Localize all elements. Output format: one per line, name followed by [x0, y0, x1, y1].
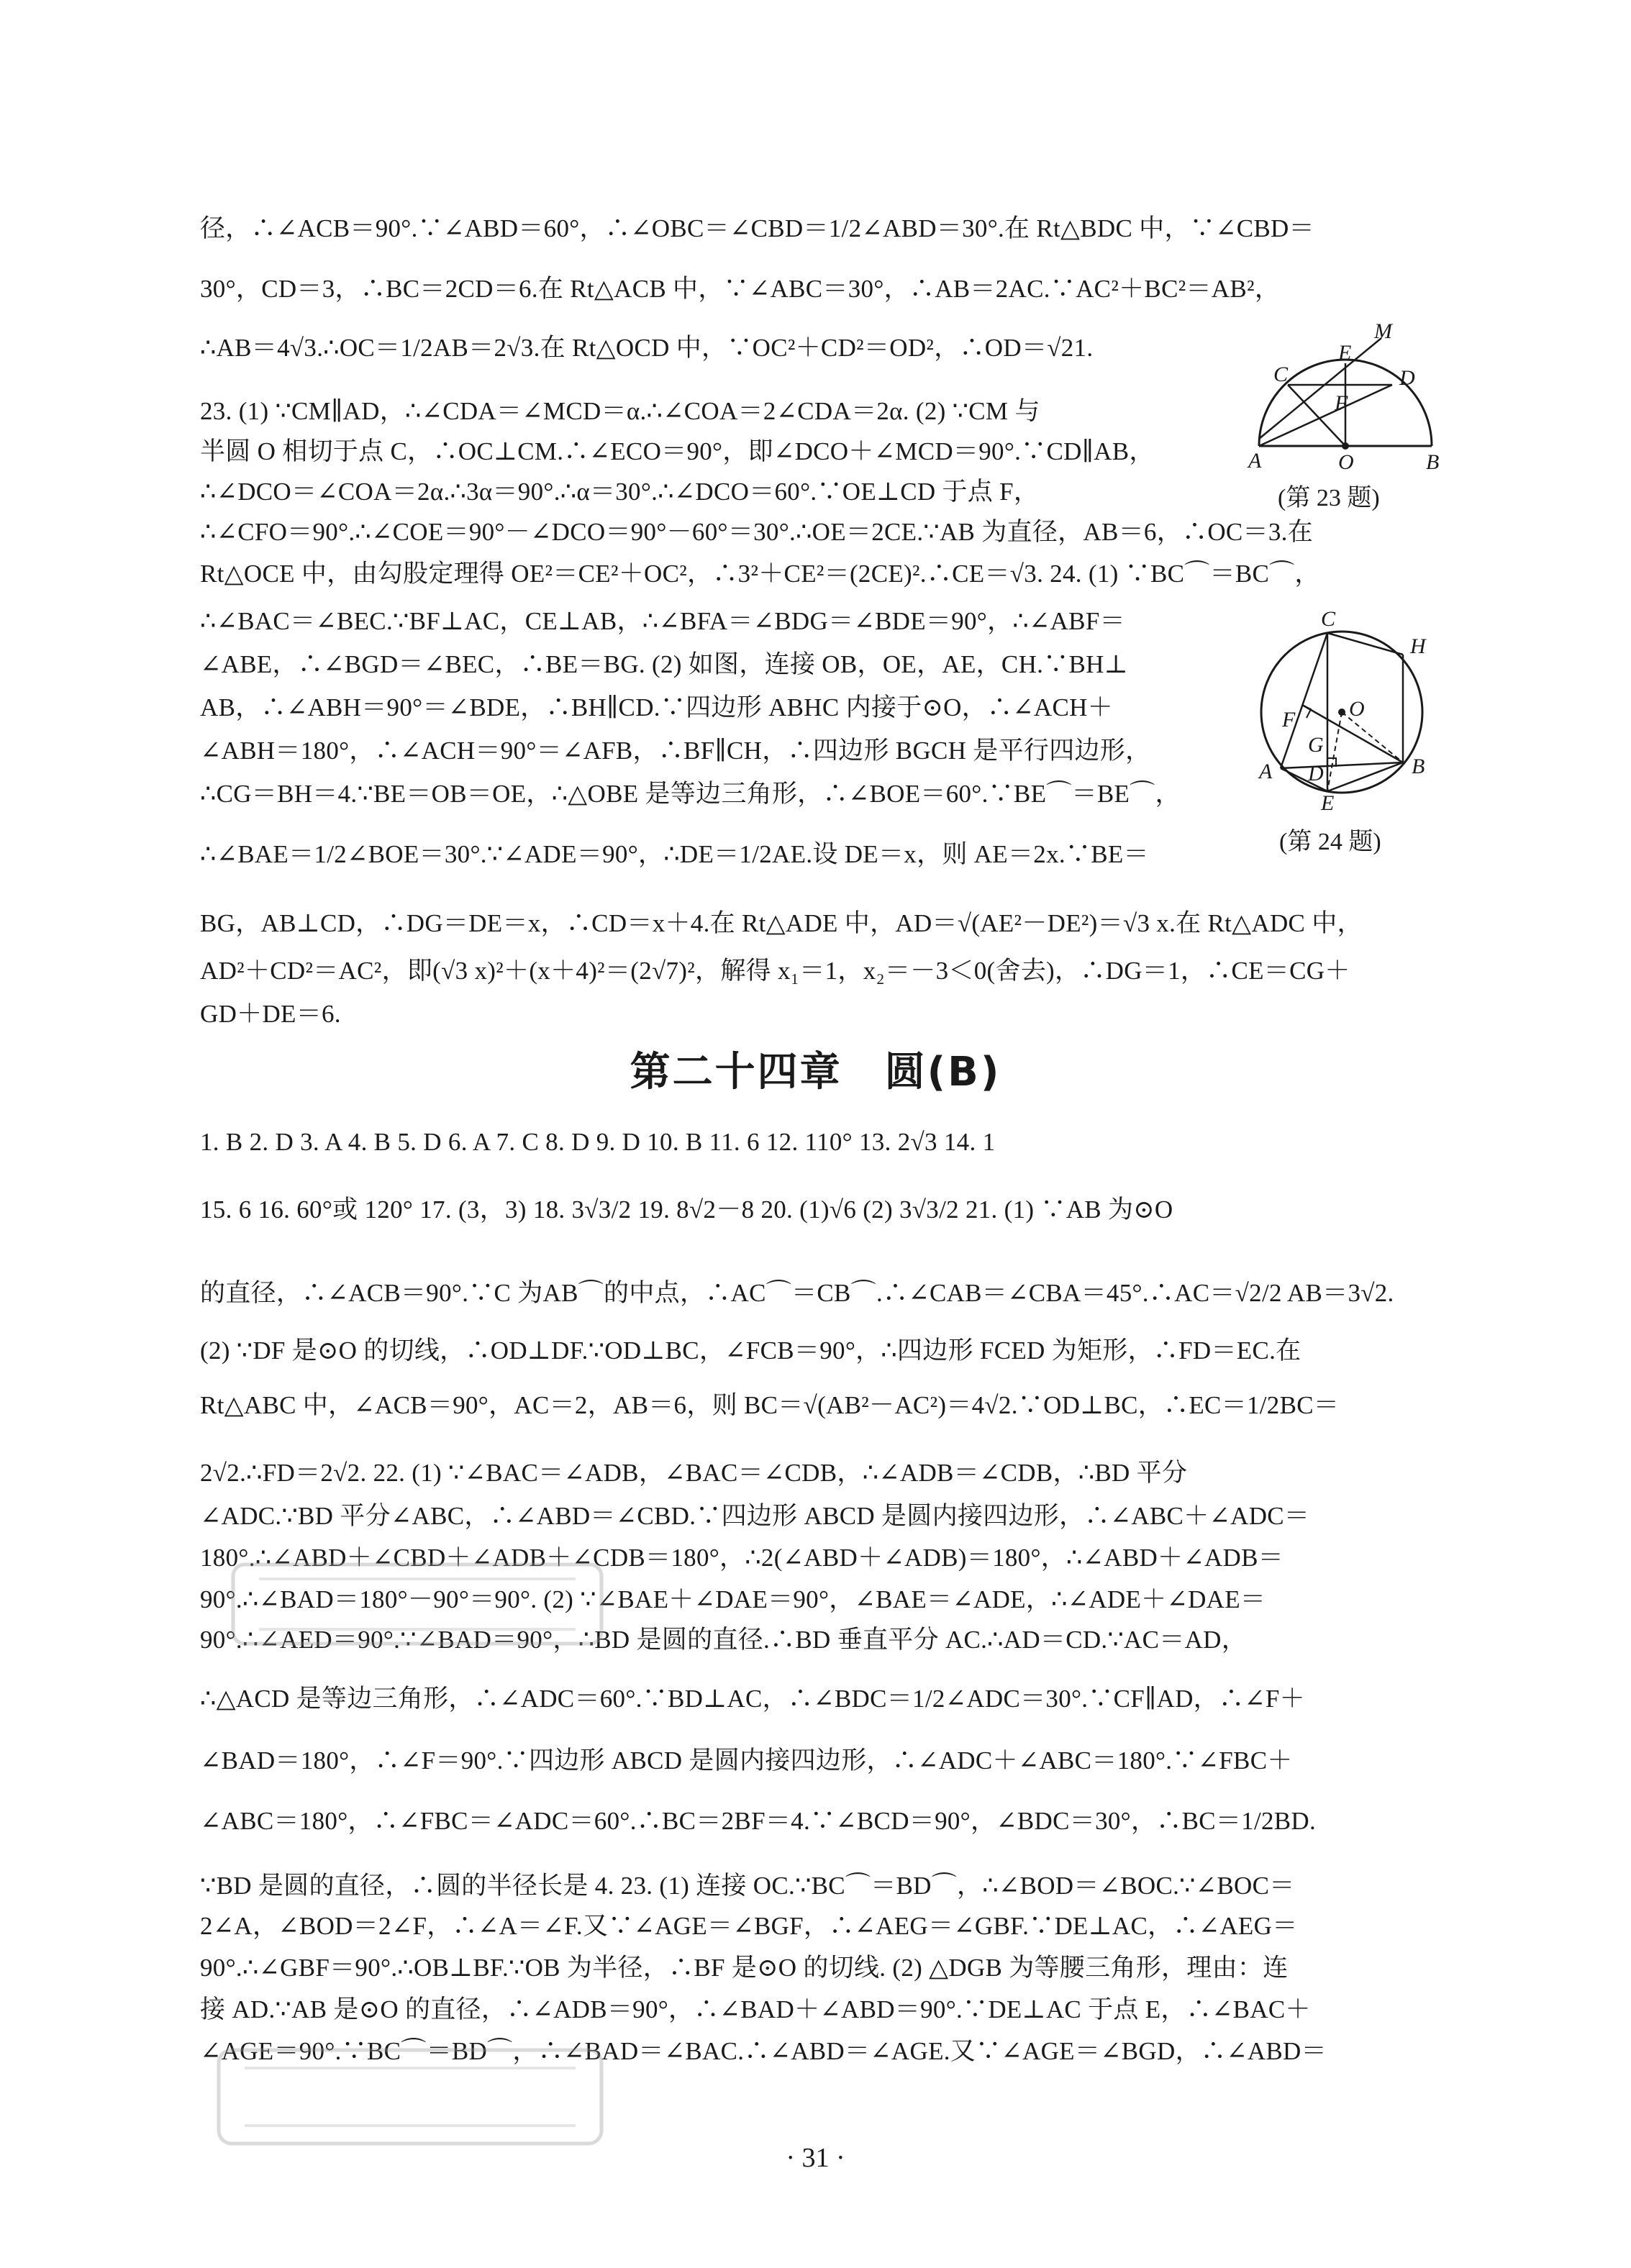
text-line: 2∠A，∠BOD＝2∠F，∴∠A＝∠F.又∵∠AGE＝∠BGF，∴∠AEG＝∠GBF.∵DE⊥AC，∴∠AEG＝	[200, 1912, 1298, 1940]
text-line: 90°.∴∠BAD＝180°－90°＝90°. (2) ∵∠BAE＋∠DAE＝90°，∠BAE＝∠ADE，∴∠ADE＋∠DAE＝	[200, 1585, 1266, 1613]
text-line: 180°.∴∠ABD＋∠CBD＋∠ADB＋∠CDB＝180°，∴2(∠ABD＋∠ADB)＝180°，∴∠ABD＋∠ADB＝	[200, 1544, 1284, 1572]
text-line: 的直径，∴∠ACB＝90°.∵C 为AB⌒的中点，∴AC⌒＝CB⌒.∴∠CAB＝∠CBA＝45°.∴AC＝√2/2 AB＝3√2.	[200, 1279, 1394, 1307]
text-line: AD²＋CD²＝AC²，即(√3 x)²＋(x＋4)²＝(2√7)²，解得 x₁＝1，x₂＝－3＜0(舍去)，∴DG＝1，∴CE＝CG＋	[200, 957, 1350, 985]
text-line: 90°.∴∠GBF＝90°.∴OB⊥BF.∵OB 为半径，∴BF 是⊙O 的切线. (2) △DGB 为等腰三角形，理由：连	[200, 1954, 1289, 1982]
fig24-label: F	[1282, 708, 1296, 732]
fig23-label: D	[1399, 366, 1415, 390]
fig24-label: O	[1349, 697, 1365, 721]
text-line: 23. (1) ∵CM∥AD，∴∠CDA＝∠MCD＝α.∴∠COA＝2∠CDA＝2α. (2) ∵CM 与	[200, 397, 1040, 425]
text-line: 30°，CD＝3，∴BC＝2CD＝6.在 Rt△ACB 中，∵∠ABC＝30°，∴AB＝2AC.∵AC²＋BC²＝AB²，	[200, 275, 1281, 303]
text-line: BG，AB⊥CD，∴DG＝DE＝x，∴CD＝x＋4.在 Rt△ADE 中，AD＝√(AE²－DE²)＝√3 x.在 Rt△ADC 中，	[200, 909, 1363, 937]
text-line: Rt△ABC 中，∠ACB＝90°，AC＝2，AB＝6，则 BC＝√(AB²－AC²)＝4√2.∵OD⊥BC，∴EC＝1/2BC＝	[200, 1391, 1340, 1419]
chapter-title: 第二十四章 圆(B)	[630, 1049, 1001, 1096]
page-number: · 31 ·	[786, 2143, 845, 2173]
figure-23-caption: (第 23 题)	[1278, 485, 1380, 511]
fig23-label: F	[1335, 391, 1348, 415]
text-line: ∵BD 是圆的直径，∴圆的半径长是 4. 23. (1) 连接 OC.∵BC⌒＝BD⌒，∴∠BOD＝∠BOC.∵∠BOC＝	[200, 1872, 1295, 1900]
text-line: 接 AD.∵AB 是⊙O 的直径，∴∠ADB＝90°，∴∠BAD＋∠ABD＝90°.∵DE⊥AC 于点 E，∴∠BAC＋	[200, 1995, 1311, 2023]
text-line: ∴∠DCO＝∠COA＝2α.∴3α＝90°.∴α＝30°.∴∠DCO＝60°.∵OE⊥CD 于点 F，	[200, 478, 1040, 506]
text-line: ∠ABH＝180°，∴∠ACH＝90°＝∠AFB，∴BF∥CH，∴四边形 BGCH 是平行四边形，	[200, 737, 1151, 765]
text-line: GD＋DE＝6.	[200, 1000, 341, 1028]
text-line: ∴AB＝4√3.∴OC＝1/2AB＝2√3.在 Rt△OCD 中，∵OC²＋CD²＝OD²，∴OD＝√21.	[200, 334, 1094, 362]
text-line: 1. B 2. D 3. A 4. B 5. D 6. A 7. C 8. D 9. D 10. B 11. 6 12. 110° 13. 2√3 14. 1	[200, 1128, 996, 1156]
fig24-label: D	[1308, 762, 1324, 785]
fig24-label: E	[1321, 791, 1335, 813]
text-line: (2) ∵DF 是⊙O 的切线，∴OD⊥DF.∵OD⊥BC，∠FCB＝90°，∴四边形 FCED 为矩形，∴FD＝EC.在	[200, 1336, 1301, 1365]
fig23-label: C	[1273, 363, 1289, 386]
text-line: 90°.∴∠AED＝90°.∵∠BAD＝90°，∴BD 是圆的直径.∴BD 垂直平分 AC.∴AD＝CD.∵AC＝AD，	[200, 1626, 1248, 1654]
fig23-label: M	[1374, 319, 1392, 343]
text-line: ∠ABC＝180°，∴∠FBC＝∠ADC＝60°.∴BC＝2BF＝4.∵∠BCD＝90°，∠BDC＝30°，∴BC＝1/2BD.	[200, 1807, 1317, 1835]
fig23-label: A	[1248, 449, 1262, 473]
text-line: ∠AGE＝90°.∵BC⌒＝BD⌒，∴∠BAD＝∠BAC.∴∠ABD＝∠AGE.又∵∠AGE＝∠BGD，∴∠ABD＝	[200, 2037, 1327, 2065]
text-line: ∴△ACD 是等边三角形，∴∠ADC＝60°.∵BD⊥AC，∴∠BDC＝1/2∠ADC＝30°.∵CF∥AD，∴∠F＋	[200, 1685, 1305, 1713]
text-line: ∴∠BAE＝1/2∠BOE＝30°.∵∠ADE＝90°，∴DE＝1/2AE.设 DE＝x，则 AE＝2x.∵BE＝	[200, 840, 1149, 868]
fig24-label: A	[1259, 760, 1273, 783]
figure-24-caption: (第 24 题)	[1279, 829, 1381, 855]
text-line: ∠ABE，∴∠BGD＝∠BEC，∴BE＝BG. (2) 如图，连接 OB，OE，AE，CH.∵BH⊥	[200, 650, 1128, 678]
fig23-label: E	[1338, 341, 1352, 365]
text-line: ∴∠BAC＝∠BEC.∵BF⊥AC，CE⊥AB，∴∠BFA＝∠BDG＝∠BDE＝90°，∴∠ABF＝	[200, 607, 1125, 635]
fig23-label: B	[1426, 450, 1440, 474]
watermark-graphic	[216, 2043, 604, 2151]
text-line: ∴CG＝BH＝4.∵BE＝OB＝OE，∴△OBE 是等边三角形，∴∠BOE＝60°.∵BE⌒＝BE⌒，	[200, 780, 1181, 808]
fig24-label: G	[1308, 733, 1324, 757]
fig24-label: H	[1410, 634, 1426, 658]
text-line: AB，∴∠ABH＝90°＝∠BDE，∴BH∥CD.∵四边形 ABHC 内接于⊙O，∴∠ACH＋	[200, 693, 1113, 721]
text-line: ∠BAD＝180°，∴∠F＝90°.∵四边形 ABCD 是圆内接四边形，∴∠ADC＋∠ABC＝180°.∵∠FBC＋	[200, 1746, 1293, 1775]
text-line: 半圆 O 相切于点 C，∴OC⊥CM.∴∠ECO＝90°，即∠DCO＋∠MCD＝90°.∵CD∥AB，	[200, 437, 1155, 465]
text-line: 2√2.∴FD＝2√2. 22. (1) ∵∠BAC＝∠ADB，∠BAC＝∠CDB，∴∠ADB＝∠CDB，∴BD 平分	[200, 1459, 1188, 1487]
fig23-label: O	[1338, 450, 1354, 474]
figure-23-diagram	[1237, 316, 1453, 475]
text-line: 径，∴∠ACB＝90°.∵∠ABD＝60°，∴∠OBC＝∠CBD＝1/2∠ABD＝30°.在 Rt△BDC 中，∵∠CBD＝	[200, 214, 1314, 242]
watermark	[230, 1557, 604, 1672]
text-line: ∴∠CFO＝90°.∴∠COE＝90°－∠DCO＝90°－60°＝30°.∴OE＝2CE.∵AB 为直径，AB＝6，∴OC＝3.在	[200, 518, 1314, 546]
fig24-label: C	[1321, 611, 1336, 631]
text-line: 15. 6 16. 60°或 120° 17. (3，3) 18. 3√3/2 19. 8√2－8 20. (1)√6 (2) 3√3/2 21. (1) ∵AB 为⊙O	[200, 1196, 1173, 1224]
figure-24-diagram	[1245, 611, 1453, 813]
fig24-label: B	[1412, 755, 1425, 778]
text-line: Rt△OCE 中，由勾股定理得 OE²＝CE²＋OC²，∴3²＋CE²＝(2CE)².∴CE＝√3. 24. (1) ∵BC⌒＝BC⌒，	[200, 560, 1320, 588]
watermark-graphic	[230, 1557, 604, 1651]
text-line: ∠ADC.∵BD 平分∠ABC，∴∠ABD＝∠CBD.∵四边形 ABCD 是圆内接四边形，∴∠ABC＋∠ADC＝	[200, 1502, 1310, 1530]
